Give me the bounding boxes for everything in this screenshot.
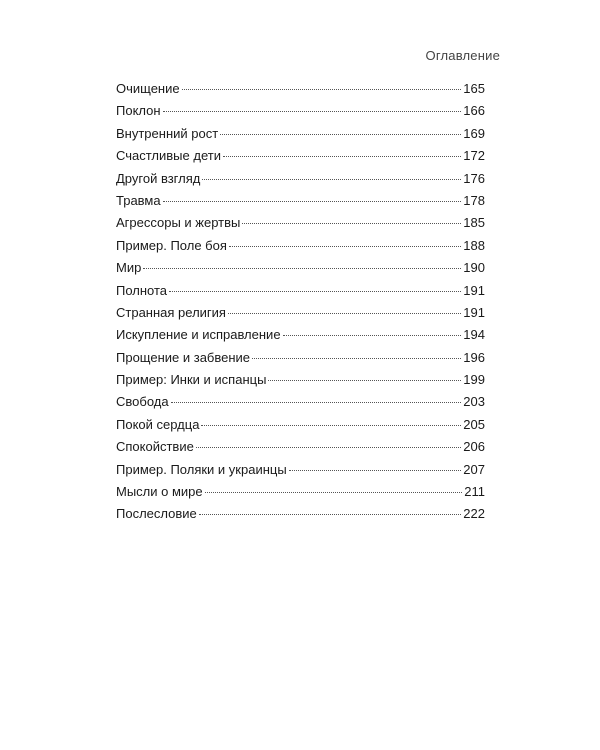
- dot-leader: [228, 313, 461, 314]
- toc-entry-page: 166: [463, 103, 485, 119]
- toc-entry-title: Прощение и забвение: [116, 349, 251, 365]
- toc-entry-title: Травма: [116, 192, 161, 208]
- toc-entry-page: 178: [463, 192, 485, 208]
- toc-entry-page: 191: [463, 304, 485, 320]
- toc-entry-page: 176: [463, 170, 485, 186]
- toc-entry: [116, 369, 485, 391]
- toc-entry-page: 196: [463, 349, 485, 365]
- dot-leader: [201, 425, 461, 426]
- toc-entry-page: 203: [463, 394, 485, 410]
- toc-entry-page: 172: [463, 148, 485, 164]
- toc-entry-title: Другой взгляд: [116, 170, 201, 186]
- dot-leader: [289, 470, 462, 471]
- toc-entry-title: Пример. Поле боя: [116, 237, 227, 253]
- dot-leader: [283, 335, 462, 336]
- toc-entry: [116, 347, 485, 369]
- toc-entry-title: Мир: [116, 260, 142, 276]
- dot-leader: [268, 380, 461, 381]
- toc-entry-title: Покой сердца: [116, 416, 200, 432]
- toc-entry: [116, 391, 485, 413]
- toc-entry: [116, 280, 485, 302]
- toc-entry-page: 206: [463, 439, 485, 455]
- toc-entry: [116, 78, 485, 100]
- toc-entry-page: 185: [463, 215, 485, 231]
- toc-entry-title: Пример: Инки и испанцы: [116, 372, 267, 388]
- dot-leader: [242, 223, 461, 224]
- toc-entry: [116, 459, 485, 481]
- toc-entry-title: Поклон: [116, 103, 161, 119]
- toc-entry-title: Мысли о мире: [116, 484, 203, 500]
- toc-entry-page: 199: [463, 372, 485, 388]
- toc-entry-page: 194: [463, 327, 485, 343]
- toc-entry: [116, 235, 485, 257]
- toc-entry-title: Искупление и исправление: [116, 327, 281, 343]
- toc-entry-title: Внутренний рост: [116, 125, 219, 141]
- toc-entry: [116, 503, 485, 525]
- toc-entry: [116, 212, 485, 234]
- toc-entry-title: Пример. Поляки и украинцы: [116, 461, 287, 477]
- toc-entry: [116, 324, 485, 346]
- dot-leader: [169, 291, 461, 292]
- toc-entry: [116, 414, 485, 436]
- toc-entry: [116, 168, 485, 190]
- toc-entry-title: Полнота: [116, 282, 168, 298]
- toc-entry-title: Очищение: [116, 81, 180, 96]
- running-header: Оглавление: [425, 48, 500, 63]
- toc-entry-page: 190: [463, 260, 485, 276]
- dot-leader: [163, 201, 462, 202]
- toc-entry: [116, 145, 485, 167]
- toc-entry: [116, 100, 485, 122]
- dot-leader: [171, 402, 462, 403]
- dot-leader: [229, 246, 461, 247]
- table-of-contents: [116, 78, 485, 526]
- toc-entry-title: Свобода: [116, 394, 169, 410]
- dot-leader: [223, 156, 461, 157]
- dot-leader: [199, 514, 462, 515]
- toc-entry: [116, 436, 485, 458]
- toc-entry: [116, 302, 485, 324]
- toc-entry-title: Спокойствие: [116, 439, 194, 455]
- dot-leader: [202, 179, 461, 180]
- toc-entry: [116, 190, 485, 212]
- dot-leader: [163, 111, 462, 112]
- toc-entry-title: Агрессоры и жертвы: [116, 215, 241, 231]
- toc-entry-page: 205: [463, 416, 485, 432]
- toc-entry: [116, 481, 485, 503]
- toc-entry: [116, 123, 485, 145]
- dot-leader: [220, 134, 461, 135]
- dot-leader: [143, 268, 461, 269]
- dot-leader: [196, 447, 461, 448]
- toc-entry-page: 169: [463, 125, 485, 141]
- toc-entry: [116, 257, 485, 279]
- toc-entry-page: 188: [463, 237, 485, 253]
- toc-entry-title: Странная религия: [116, 304, 226, 320]
- toc-entry-page: 211: [464, 484, 485, 500]
- dot-leader: [252, 358, 461, 359]
- dot-leader: [182, 89, 462, 90]
- toc-entry-title: Послесловие: [116, 506, 197, 522]
- dot-leader: [205, 492, 463, 493]
- toc-entry-page: 165: [463, 81, 485, 96]
- toc-entry-page: 222: [463, 506, 485, 522]
- toc-entry-page: 207: [463, 461, 485, 477]
- toc-entry-title: Счастливые дети: [116, 148, 221, 164]
- toc-entry-page: 191: [463, 282, 485, 298]
